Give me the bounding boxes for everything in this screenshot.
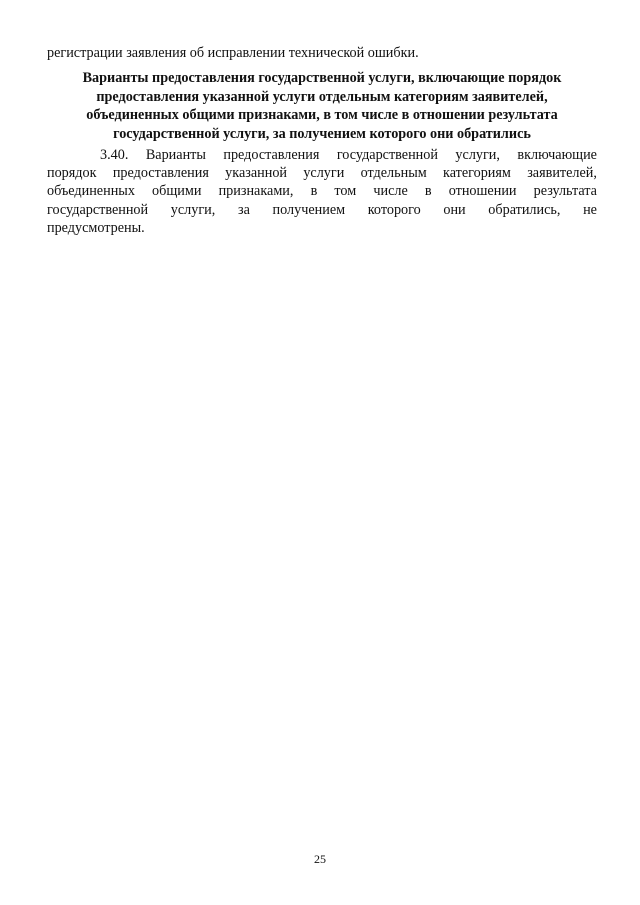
section-heading (47, 69, 597, 143)
paragraph-word: в (424, 183, 432, 200)
paragraph-word: предоставления (223, 147, 320, 163)
paragraph-word: получением (272, 201, 346, 218)
heading-line: объединенных общими признаками, в том числе в отношении результата (86, 107, 558, 123)
paragraph-word: 3.40. (100, 147, 129, 163)
paragraph-word: признаками, (218, 183, 294, 200)
paragraph-word: порядок (47, 165, 97, 182)
paragraph-word: отдельным (360, 165, 427, 182)
paragraph-line (47, 201, 597, 219)
heading-line: государственной услуги, за получением которого они обратились (113, 125, 531, 142)
paragraph-word: общими (152, 183, 202, 200)
paragraph-word: отношении (448, 183, 517, 200)
continuation-text: регистрации заявления об исправлении технической ошибки. (47, 45, 419, 61)
paragraph-word: указанной (225, 165, 288, 182)
paragraph-word: том (334, 183, 357, 200)
paragraph-word: услуги (303, 165, 345, 182)
paragraph-word: услуги, (455, 147, 500, 163)
paragraph-line: предусмотрены. (47, 219, 145, 236)
paragraph-word: включающие (517, 147, 597, 163)
paragraph-word: предоставления (112, 165, 209, 182)
paragraph-word: числе (373, 183, 408, 200)
heading-line: Варианты предоставления государственной услуги, включающие порядок (82, 70, 562, 86)
paragraph-word: в (310, 183, 318, 200)
paragraph-word: за (237, 201, 250, 218)
paragraph-word: результата (533, 183, 597, 200)
paragraph-word: категориям (443, 165, 511, 182)
paragraph-word: обратились, (488, 201, 561, 218)
paragraph-word: которого (367, 201, 421, 218)
paragraph-word: объединенных (47, 183, 135, 200)
paragraph-word: государственной (47, 201, 149, 218)
heading-line: предоставления указанной услуги отдельным категориям заявителей, (96, 88, 548, 105)
page-number: 25 (314, 852, 326, 866)
paragraph-3-40 (47, 146, 597, 237)
paragraph-line (47, 182, 597, 200)
paragraph-word: они (443, 201, 466, 218)
paragraph-word: заявителей, (527, 165, 597, 182)
paragraph-line (47, 164, 597, 182)
paragraph-line (47, 146, 597, 164)
paragraph-word: услуги, (170, 201, 216, 218)
paragraph-word: государственной (336, 147, 438, 163)
paragraph-word: Варианты (145, 147, 206, 163)
paragraph-word: не (583, 201, 597, 218)
